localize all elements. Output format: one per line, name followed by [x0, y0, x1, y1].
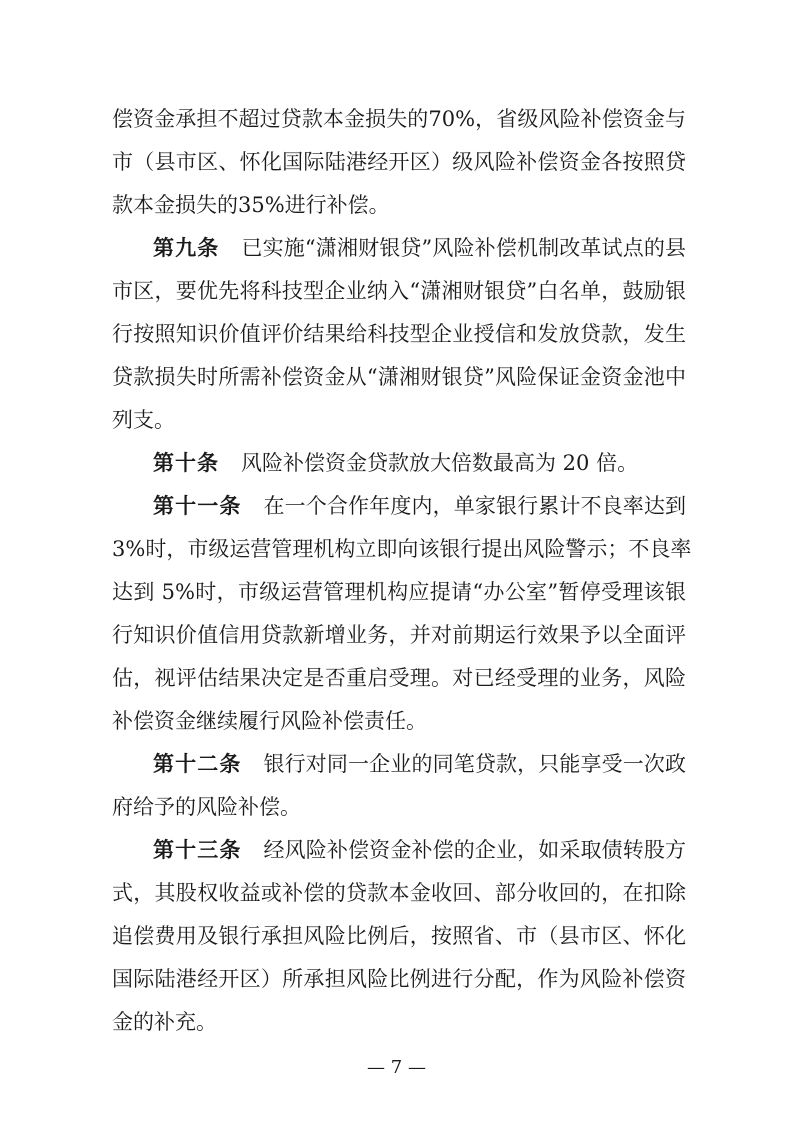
paragraph-line: 市（县市区、怀化国际陆港经开区）级风险补偿资金各按照贷 [112, 150, 686, 174]
paragraph-text: 在一个合作年度内，单家银行累计不良率达到 [263, 494, 687, 518]
paragraph-line: 国际陆港经开区）所承担风险比例进行分配，作为风险补偿资 [112, 967, 686, 991]
article-first-line [153, 742, 686, 786]
paragraph-text: 风险补偿资金贷款放大倍数最高为 20 倍。 [241, 451, 639, 475]
paragraph-text: 经风险补偿资金补偿的企业，如采取债转股方 [263, 838, 687, 862]
paragraph-line: 达到 5%时，市级运营管理机构应提请“办公室”暂停受理该银 [112, 580, 686, 604]
paragraph-line: 列支。 [112, 408, 175, 432]
paragraph-line: 行按照知识价值评价结果给科技型企业授信和发放贷款，发生 [112, 322, 686, 346]
paragraph-line: 府给予的风险补偿。 [112, 795, 301, 819]
paragraph-line: 行知识价值信用贷款新增业务，并对前期运行效果予以全面评 [112, 623, 686, 647]
article-first-line [153, 226, 686, 270]
article-heading-10: 第十条 [153, 450, 219, 475]
paragraph-line: 金的补充。 [112, 1010, 217, 1034]
paragraph-line: 款本金损失的35%进行补偿。 [112, 193, 390, 217]
paragraph-line: 3%时，市级运营管理机构立即向该银行提出风险警示；不良率 [112, 537, 692, 561]
paragraph-text: 已实施“潇湘财银贷”风险补偿机制改革试点的县 [241, 236, 686, 260]
article-first-line [153, 484, 686, 528]
article-heading-12: 第十二条 [153, 751, 242, 776]
paragraph-line: 贷款损失时所需补偿资金从“潇湘财银贷”风险保证金资金池中 [112, 365, 686, 389]
paragraph-line: 市区，要优先将科技型企业纳入“潇湘财银贷”白名单，鼓励银 [112, 279, 686, 303]
article-heading-13: 第十三条 [153, 837, 242, 862]
paragraph-line: 偿资金承担不超过贷款本金损失的70%，省级风险补偿资金与 [112, 107, 686, 131]
paragraph-text: 银行对同一企业的同笔贷款，只能享受一次政 [263, 752, 687, 776]
paragraph-line: 式，其股权收益或补偿的贷款本金收回、部分收回的，在扣除 [112, 881, 686, 905]
paragraph-line: 估，视评估结果决定是否重启受理。对已经受理的业务，风险 [112, 666, 686, 690]
paragraph-line: 追偿费用及银行承担风险比例后，按照省、市（县市区、怀化 [112, 924, 686, 948]
article-first-line [153, 441, 686, 485]
paragraph-line: 补偿资金继续履行风险补偿责任。 [112, 709, 427, 733]
page-number: — 7 — [367, 1057, 426, 1078]
article-first-line [153, 828, 686, 872]
article-heading-9: 第九条 [153, 235, 220, 260]
article-heading-11: 第十一条 [153, 493, 242, 518]
